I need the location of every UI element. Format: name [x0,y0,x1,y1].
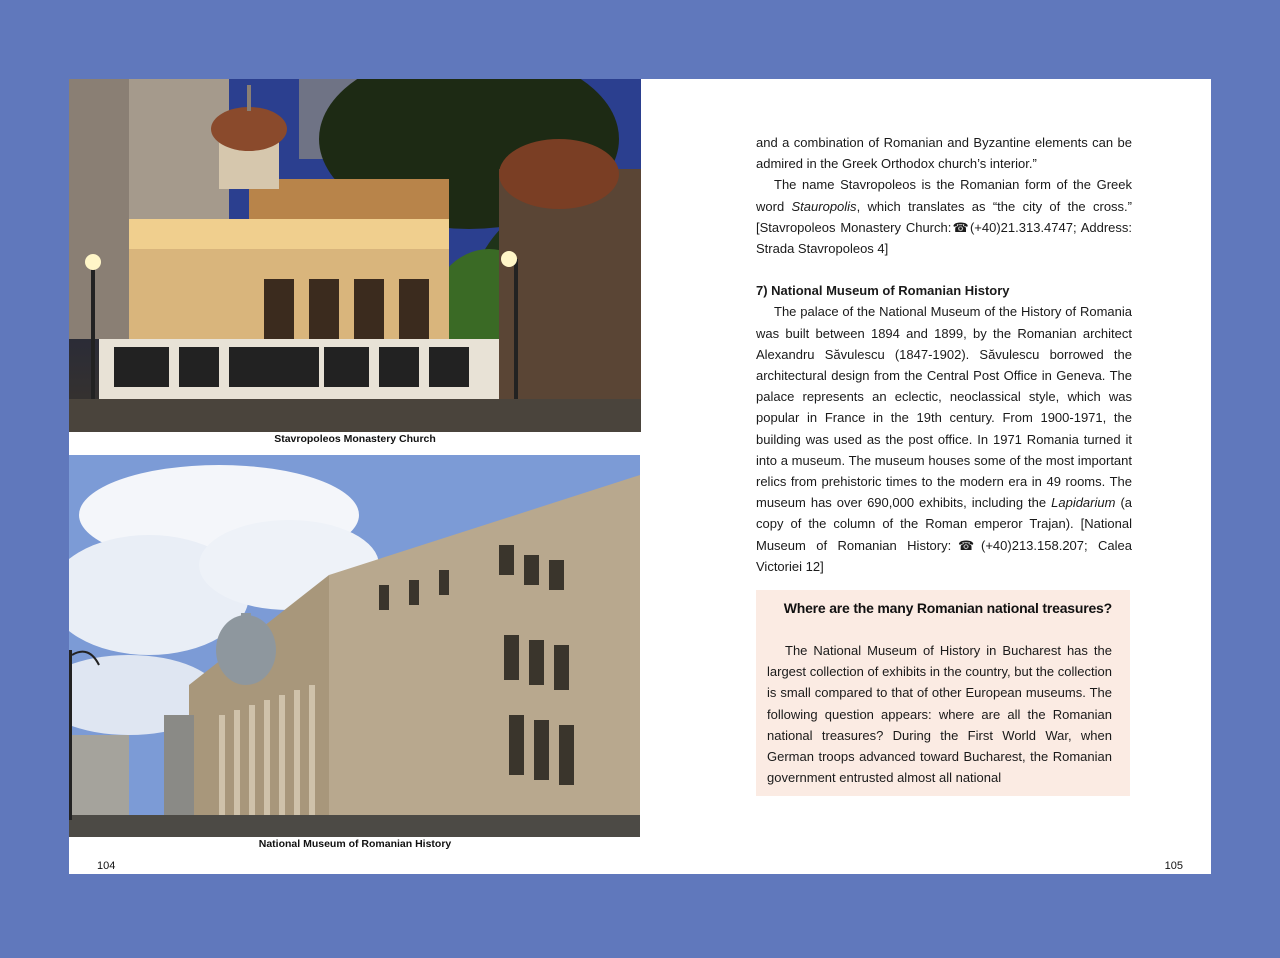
italic-term-lapidarium: Lapidarium [1051,495,1116,511]
right-page [641,79,1211,874]
treasures-sidebar-box [756,590,1130,796]
book-spread [69,79,1211,874]
national-museum-photo [69,455,640,837]
left-page [69,79,641,874]
italic-term-stauropolis: Stauropolis [791,198,857,214]
page-number-left: 104 [97,860,116,872]
paragraph-text: (a copy of the column of the Roman emperor Trajan). [National Museum of Romanian History:☎(+40)213.158.207; Calea Victoriei 12] [756,495,1133,574]
page-number-right: 105 [1164,860,1183,872]
sidebar-title: Where are the many Romanian national treasures? [783,600,1112,616]
stavropoleos-church-photo [69,79,641,432]
sidebar-body: The National Museum of History in Bucharest has the largest collection of exhibits in the country, but the collection is small compared to that of other European museums. The following question appears: where are all the Romanian national treasures? During the First World War, when German troops advanced toward Bucharest, the Romanian government entrusted almost all national [767,643,1112,786]
section-heading: 7) National Museum of Romanian History [756,283,1010,299]
body-text-column [756,132,1132,577]
paragraph-museum-history [756,301,1132,577]
paragraph-church-interior: and a combination of Romanian and Byzantine elements can be admired in the Greek Orthodox church’s interior.” [756,135,1132,172]
paragraph-text: The name Stavropoleos is the Romanian form of the Greek word [756,177,1132,214]
photo-caption-national-museum: National Museum of Romanian History [258,838,452,850]
photo-caption-stavropoleos: Stavropoleos Monastery Church [274,433,436,445]
paragraph-stavropoleos-name [756,174,1132,259]
paragraph-text: The palace of the National Museum of the History of Romania was built between 1894 and 1899, by the Romanian architect Alexandru Săvulescu (1847-1902). Săvulescu borrowed the architectural design from the Central Post Office in Geneva. The palace represents an eclectic, neoclassical style, which was popular in France in the 19th century. From 1900-1971, the building was used as the post office. In 1971 Romania turned it into a museum. The museum houses some of the most important relics from prehistoric times to the modern era in 49 rooms. The museum has over 690,000 exhibits, including the [756,304,1132,511]
paragraph-text: , which translates as “the city of the cross.” [Stavropoleos Monastery Church:☎(+40)21.313.4747; Address: Strada Stavropoleos 4] [756,198,1132,257]
